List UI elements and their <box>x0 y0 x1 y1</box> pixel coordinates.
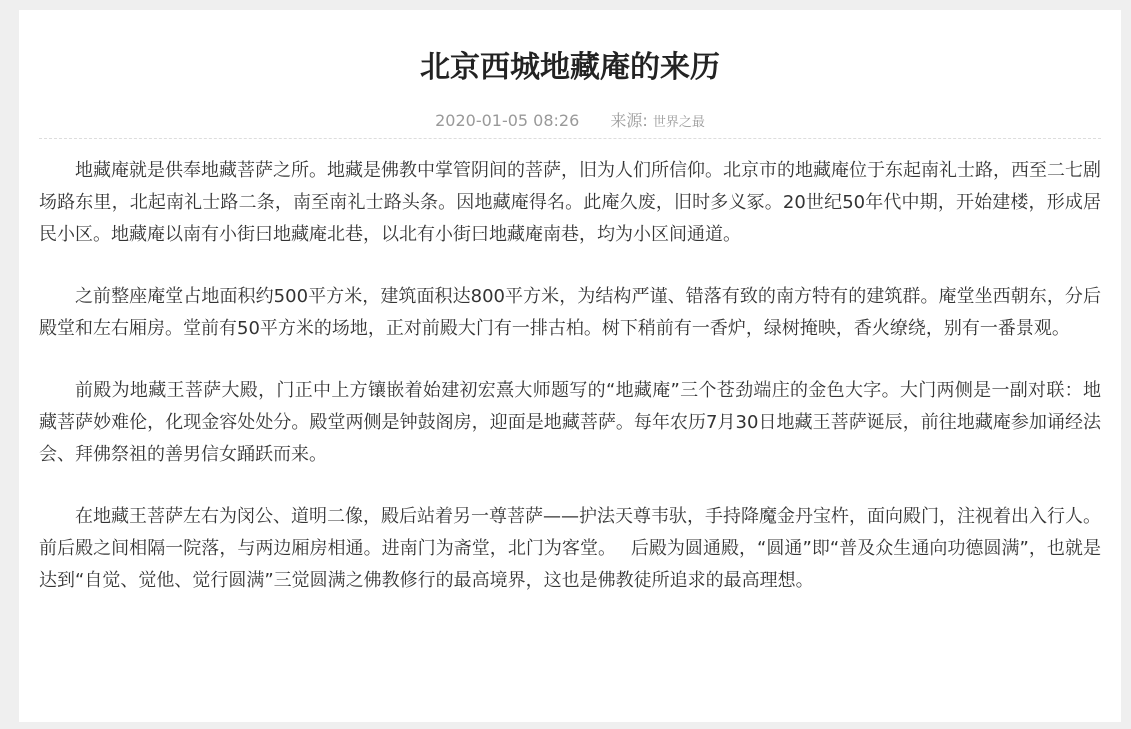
article-title: 北京西城地藏庵的来历 <box>420 50 720 85</box>
article-container <box>19 10 1121 722</box>
publish-date: 2020-01-05 08:26 <box>435 111 580 130</box>
article-body <box>39 155 1101 597</box>
article-paragraph: 前殿为地藏王菩萨大殿，门正中上方镶嵌着始建初宏熹大师题写的“地藏庵”三个苍劲端庄的金色大字。大门两侧是一副对联：地藏菩萨妙难伦，化现金容处处分。殿堂两侧是钟鼓阁房，迎面是地藏菩萨。每年农历7月30日地藏王菩萨诞辰，前往地藏庵参加诵经法会、拜佛祭祖的善男信女踊跃而来。 <box>39 380 1101 465</box>
article-paragraph: 地藏庵就是供奉地藏菩萨之所。地藏是佛教中掌管阴间的菩萨，旧为人们所信仰。北京市的地藏庵位于东起南礼士路，西至二七剧场路东里，北起南礼士路二条，南至南礼士路头条。因地藏庵得名。此庵久废，旧时多义冢。20世纪50年代中期，开始建楼，形成居民小区。地藏庵以南有小街曰地藏庵北巷，以北有小街曰地藏庵南巷，均为小区间通道。 <box>39 160 1101 245</box>
article-paragraph: 之前整座庵堂占地面积约500平方米，建筑面积达800平方米，为结构严谨、错落有致的南方特有的建筑群。庵堂坐西朝东，分后殿堂和左右厢房。堂前有50平方米的场地，正对前殿大门有一排古柏。树下稍前有一香炉，绿树掩映，香火缭绕，别有一番景观。 <box>39 286 1101 339</box>
article-paragraph: 在地藏王菩萨左右为闵公、道明二像，殿后站着另一尊菩萨——护法天尊韦驮，手持降魔金丹宝杵，面向殿门，注视着出入行人。前后殿之间相隔一院落，与两边厢房相通。进南门为斋堂，北门为客堂。 后殿为圆通殿，“圆通”即“普及众生通向功德圆满”，也就是达到“自觉、觉他、觉行圆满”三觉圆满之佛教修行的最高境界，这也是佛教徒所追求的最高理想。 <box>39 506 1101 591</box>
source-name[interactable]: 世界之最 <box>652 115 705 130</box>
meta-divider <box>39 138 1101 139</box>
source-label: 来源: <box>610 111 648 130</box>
article-meta <box>39 110 1101 132</box>
